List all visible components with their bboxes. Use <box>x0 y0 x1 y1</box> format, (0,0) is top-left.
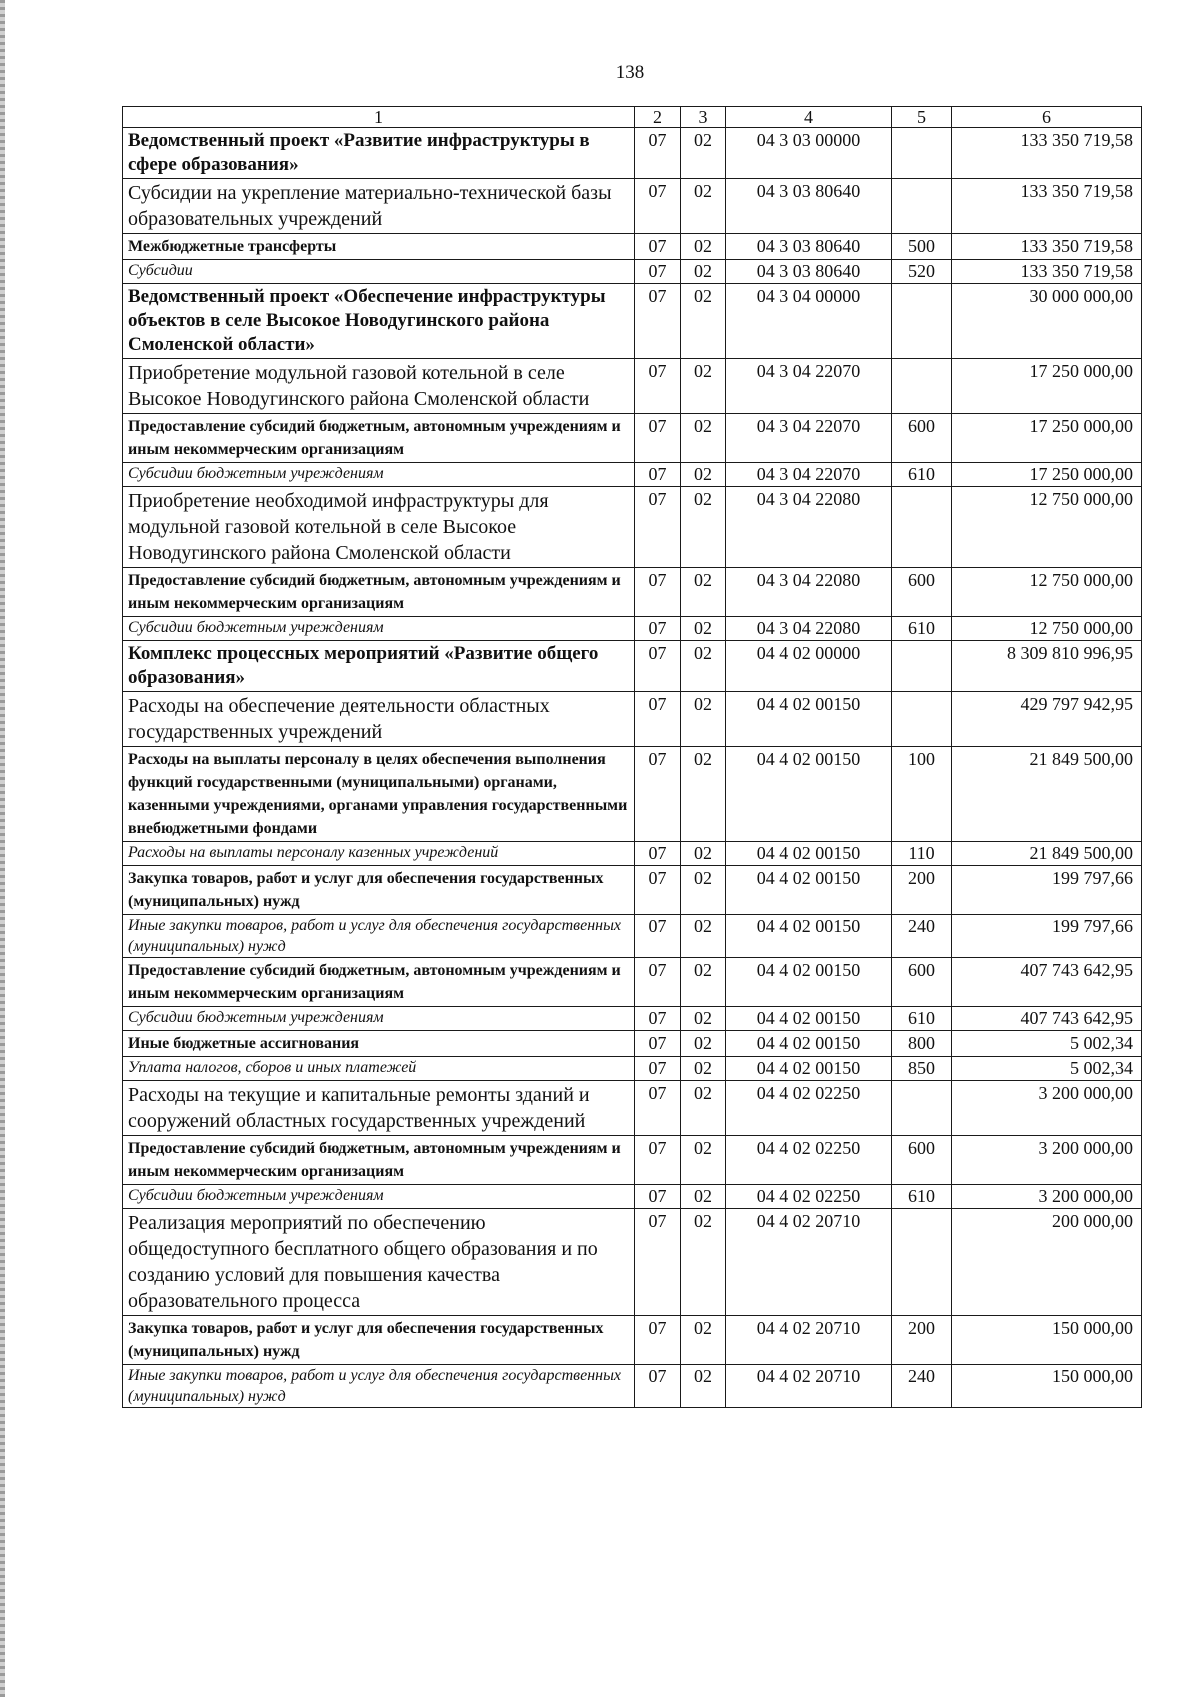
expense-name-cell: Расходы на выплаты персоналу в целях обеспечения выполнения функций государственными (муниципальными) органами, казенными учреждениями, органами управления государственными внебюджетными фондами <box>123 747 635 842</box>
target-article-code-cell: 04 3 03 80640 <box>726 179 892 234</box>
target-article-code-cell: 04 3 04 22080 <box>726 617 892 641</box>
subsection-code-cell: 02 <box>681 487 726 568</box>
table-row <box>123 641 1142 692</box>
table-row <box>123 1209 1142 1316</box>
subsection-code-cell: 02 <box>681 1057 726 1081</box>
amount-cell: 3 200 000,00 <box>952 1136 1142 1185</box>
amount-cell: 8 309 810 996,95 <box>952 641 1142 692</box>
target-article-code-cell: 04 3 04 22070 <box>726 414 892 463</box>
expense-name-cell: Предоставление субсидий бюджетным, автономным учреждениям и иным некоммерческим организациям <box>123 414 635 463</box>
expense-type-code-cell: 610 <box>892 617 952 641</box>
section-code-cell: 07 <box>635 1316 681 1365</box>
section-code-cell: 07 <box>635 1057 681 1081</box>
subsection-code-cell: 02 <box>681 1007 726 1031</box>
expense-name-cell: Комплекс процессных мероприятий «Развитие общего образования» <box>123 641 635 692</box>
table-row <box>123 260 1142 284</box>
amount-cell: 133 350 719,58 <box>952 234 1142 260</box>
amount-cell: 407 743 642,95 <box>952 958 1142 1007</box>
amount-cell: 17 250 000,00 <box>952 463 1142 487</box>
section-code-cell: 07 <box>635 463 681 487</box>
table-row <box>123 463 1142 487</box>
column-header-4: 4 <box>726 107 892 128</box>
section-code-cell: 07 <box>635 179 681 234</box>
target-article-code-cell: 04 4 02 00150 <box>726 866 892 915</box>
section-code-cell: 07 <box>635 1365 681 1408</box>
expense-type-code-cell: 600 <box>892 1136 952 1185</box>
section-code-cell: 07 <box>635 842 681 866</box>
subsection-code-cell: 02 <box>681 641 726 692</box>
expense-type-code-cell: 610 <box>892 1007 952 1031</box>
table-row <box>123 747 1142 842</box>
target-article-code-cell: 04 3 03 80640 <box>726 260 892 284</box>
subsection-code-cell: 02 <box>681 260 726 284</box>
expense-name-cell: Ведомственный проект «Развитие инфраструктуры в сфере образования» <box>123 128 635 179</box>
amount-cell: 3 200 000,00 <box>952 1081 1142 1136</box>
section-code-cell: 07 <box>635 692 681 747</box>
expense-name-cell: Межбюджетные трансферты <box>123 234 635 260</box>
amount-cell: 199 797,66 <box>952 915 1142 958</box>
expense-type-code-cell: 850 <box>892 1057 952 1081</box>
subsection-code-cell: 02 <box>681 234 726 260</box>
table-row <box>123 915 1142 958</box>
target-article-code-cell: 04 4 02 00150 <box>726 915 892 958</box>
expense-name-cell: Субсидии бюджетным учреждениям <box>123 1185 635 1209</box>
subsection-code-cell: 02 <box>681 284 726 359</box>
subsection-code-cell: 02 <box>681 1031 726 1057</box>
column-header-6: 6 <box>952 107 1142 128</box>
expense-type-code-cell: 600 <box>892 568 952 617</box>
section-code-cell: 07 <box>635 1136 681 1185</box>
column-header-row <box>123 107 1142 128</box>
expense-name-cell: Приобретение необходимой инфраструктуры для модульной газовой котельной в селе Высокое Новодугинского района Смоленской области <box>123 487 635 568</box>
expense-type-code-cell: 200 <box>892 866 952 915</box>
section-code-cell: 07 <box>635 359 681 414</box>
table-row <box>123 1185 1142 1209</box>
column-header-2: 2 <box>635 107 681 128</box>
table-row <box>123 234 1142 260</box>
expense-type-code-cell: 110 <box>892 842 952 866</box>
subsection-code-cell: 02 <box>681 1209 726 1316</box>
amount-cell: 133 350 719,58 <box>952 260 1142 284</box>
target-article-code-cell: 04 4 02 02250 <box>726 1185 892 1209</box>
subsection-code-cell: 02 <box>681 747 726 842</box>
amount-cell: 5 002,34 <box>952 1057 1142 1081</box>
expense-name-cell: Субсидии на укрепление материально-технической базы образовательных учреждений <box>123 179 635 234</box>
section-code-cell: 07 <box>635 1031 681 1057</box>
expense-type-code-cell <box>892 641 952 692</box>
subsection-code-cell: 02 <box>681 692 726 747</box>
amount-cell: 3 200 000,00 <box>952 1185 1142 1209</box>
expense-name-cell: Субсидии бюджетным учреждениям <box>123 463 635 487</box>
expense-name-cell: Расходы на выплаты персоналу казенных учреждений <box>123 842 635 866</box>
section-code-cell: 07 <box>635 260 681 284</box>
section-code-cell: 07 <box>635 568 681 617</box>
amount-cell: 429 797 942,95 <box>952 692 1142 747</box>
table-row <box>123 1081 1142 1136</box>
expense-name-cell: Реализация мероприятий по обеспечению общедоступного бесплатного общего образования и по созданию условий для повышения качества образовательного процесса <box>123 1209 635 1316</box>
expense-type-code-cell: 200 <box>892 1316 952 1365</box>
target-article-code-cell: 04 4 02 20710 <box>726 1209 892 1316</box>
subsection-code-cell: 02 <box>681 463 726 487</box>
column-header-3: 3 <box>681 107 726 128</box>
expense-type-code-cell <box>892 284 952 359</box>
expense-type-code-cell <box>892 179 952 234</box>
section-code-cell: 07 <box>635 1081 681 1136</box>
expense-type-code-cell: 520 <box>892 260 952 284</box>
expense-type-code-cell <box>892 128 952 179</box>
expense-name-cell: Предоставление субсидий бюджетным, автономным учреждениям и иным некоммерческим организациям <box>123 958 635 1007</box>
amount-cell: 21 849 500,00 <box>952 747 1142 842</box>
budget-table <box>122 106 1142 1408</box>
section-code-cell: 07 <box>635 866 681 915</box>
table-row <box>123 568 1142 617</box>
target-article-code-cell: 04 4 02 00150 <box>726 842 892 866</box>
target-article-code-cell: 04 4 02 00150 <box>726 1007 892 1031</box>
expense-name-cell: Приобретение модульной газовой котельной в селе Высокое Новодугинского района Смоленской области <box>123 359 635 414</box>
table-row <box>123 414 1142 463</box>
table-row <box>123 1316 1142 1365</box>
expense-type-code-cell: 600 <box>892 414 952 463</box>
expense-name-cell: Иные бюджетные ассигнования <box>123 1031 635 1057</box>
expense-name-cell: Расходы на текущие и капитальные ремонты зданий и сооружений областных государственных учреждений <box>123 1081 635 1136</box>
expense-name-cell: Расходы на обеспечение деятельности областных государственных учреждений <box>123 692 635 747</box>
scan-edge <box>0 0 5 1697</box>
table-row <box>123 1365 1142 1408</box>
section-code-cell: 07 <box>635 414 681 463</box>
table-row <box>123 487 1142 568</box>
expense-type-code-cell: 500 <box>892 234 952 260</box>
target-article-code-cell: 04 4 02 00150 <box>726 747 892 842</box>
section-code-cell: 07 <box>635 617 681 641</box>
subsection-code-cell: 02 <box>681 1365 726 1408</box>
target-article-code-cell: 04 3 04 22080 <box>726 487 892 568</box>
amount-cell: 30 000 000,00 <box>952 284 1142 359</box>
amount-cell: 12 750 000,00 <box>952 487 1142 568</box>
expense-type-code-cell: 600 <box>892 958 952 1007</box>
section-code-cell: 07 <box>635 128 681 179</box>
target-article-code-cell: 04 3 03 00000 <box>726 128 892 179</box>
table-row <box>123 359 1142 414</box>
amount-cell: 17 250 000,00 <box>952 359 1142 414</box>
expense-name-cell: Субсидии бюджетным учреждениям <box>123 617 635 641</box>
section-code-cell: 07 <box>635 1209 681 1316</box>
expense-type-code-cell: 610 <box>892 463 952 487</box>
budget-table-body <box>123 107 1142 1408</box>
amount-cell: 5 002,34 <box>952 1031 1142 1057</box>
table-row <box>123 1136 1142 1185</box>
table-row <box>123 692 1142 747</box>
table-row <box>123 617 1142 641</box>
expense-name-cell: Иные закупки товаров, работ и услуг для обеспечения государственных (муниципальных) нужд <box>123 1365 635 1408</box>
target-article-code-cell: 04 4 02 00150 <box>726 958 892 1007</box>
section-code-cell: 07 <box>635 1007 681 1031</box>
table-row <box>123 284 1142 359</box>
expense-type-code-cell: 240 <box>892 915 952 958</box>
expense-name-cell: Ведомственный проект «Обеспечение инфраструктуры объектов в селе Высокое Новодугинского района Смоленской области» <box>123 284 635 359</box>
expense-type-code-cell <box>892 1209 952 1316</box>
table-row <box>123 128 1142 179</box>
table-row <box>123 179 1142 234</box>
subsection-code-cell: 02 <box>681 958 726 1007</box>
subsection-code-cell: 02 <box>681 1081 726 1136</box>
subsection-code-cell: 02 <box>681 568 726 617</box>
column-header-1: 1 <box>123 107 635 128</box>
table-row <box>123 866 1142 915</box>
amount-cell: 150 000,00 <box>952 1316 1142 1365</box>
subsection-code-cell: 02 <box>681 915 726 958</box>
target-article-code-cell: 04 3 03 80640 <box>726 234 892 260</box>
table-row <box>123 1007 1142 1031</box>
subsection-code-cell: 02 <box>681 1136 726 1185</box>
amount-cell: 12 750 000,00 <box>952 568 1142 617</box>
expense-type-code-cell <box>892 1081 952 1136</box>
page-number: 138 <box>615 62 645 83</box>
expense-name-cell: Предоставление субсидий бюджетным, автономным учреждениям и иным некоммерческим организациям <box>123 1136 635 1185</box>
amount-cell: 150 000,00 <box>952 1365 1142 1408</box>
amount-cell: 17 250 000,00 <box>952 414 1142 463</box>
section-code-cell: 07 <box>635 284 681 359</box>
expense-name-cell: Субсидии бюджетным учреждениям <box>123 1007 635 1031</box>
subsection-code-cell: 02 <box>681 128 726 179</box>
expense-type-code-cell <box>892 692 952 747</box>
section-code-cell: 07 <box>635 958 681 1007</box>
amount-cell: 12 750 000,00 <box>952 617 1142 641</box>
subsection-code-cell: 02 <box>681 617 726 641</box>
amount-cell: 133 350 719,58 <box>952 179 1142 234</box>
subsection-code-cell: 02 <box>681 414 726 463</box>
target-article-code-cell: 04 3 04 00000 <box>726 284 892 359</box>
expense-type-code-cell <box>892 487 952 568</box>
subsection-code-cell: 02 <box>681 179 726 234</box>
target-article-code-cell: 04 4 02 00000 <box>726 641 892 692</box>
expense-name-cell: Закупка товаров, работ и услуг для обеспечения государственных (муниципальных) нужд <box>123 1316 635 1365</box>
section-code-cell: 07 <box>635 747 681 842</box>
target-article-code-cell: 04 4 02 00150 <box>726 692 892 747</box>
target-article-code-cell: 04 4 02 02250 <box>726 1081 892 1136</box>
amount-cell: 199 797,66 <box>952 866 1142 915</box>
amount-cell: 200 000,00 <box>952 1209 1142 1316</box>
subsection-code-cell: 02 <box>681 359 726 414</box>
expense-type-code-cell: 800 <box>892 1031 952 1057</box>
expense-name-cell: Субсидии <box>123 260 635 284</box>
target-article-code-cell: 04 4 02 20710 <box>726 1316 892 1365</box>
amount-cell: 407 743 642,95 <box>952 1007 1142 1031</box>
table-row <box>123 1031 1142 1057</box>
expense-type-code-cell: 240 <box>892 1365 952 1408</box>
target-article-code-cell: 04 4 02 00150 <box>726 1057 892 1081</box>
expense-type-code-cell <box>892 359 952 414</box>
table-row <box>123 842 1142 866</box>
subsection-code-cell: 02 <box>681 842 726 866</box>
subsection-code-cell: 02 <box>681 866 726 915</box>
subsection-code-cell: 02 <box>681 1316 726 1365</box>
target-article-code-cell: 04 3 04 22070 <box>726 463 892 487</box>
section-code-cell: 07 <box>635 234 681 260</box>
expense-name-cell: Предоставление субсидий бюджетным, автономным учреждениям и иным некоммерческим организациям <box>123 568 635 617</box>
subsection-code-cell: 02 <box>681 1185 726 1209</box>
target-article-code-cell: 04 4 02 00150 <box>726 1031 892 1057</box>
amount-cell: 133 350 719,58 <box>952 128 1142 179</box>
target-article-code-cell: 04 4 02 20710 <box>726 1365 892 1408</box>
section-code-cell: 07 <box>635 1185 681 1209</box>
target-article-code-cell: 04 3 04 22080 <box>726 568 892 617</box>
expense-name-cell: Закупка товаров, работ и услуг для обеспечения государственных (муниципальных) нужд <box>123 866 635 915</box>
target-article-code-cell: 04 3 04 22070 <box>726 359 892 414</box>
expense-type-code-cell: 100 <box>892 747 952 842</box>
amount-cell: 21 849 500,00 <box>952 842 1142 866</box>
expense-name-cell: Иные закупки товаров, работ и услуг для обеспечения государственных (муниципальных) нужд <box>123 915 635 958</box>
expense-type-code-cell: 610 <box>892 1185 952 1209</box>
section-code-cell: 07 <box>635 915 681 958</box>
section-code-cell: 07 <box>635 641 681 692</box>
table-row <box>123 958 1142 1007</box>
column-header-5: 5 <box>892 107 952 128</box>
section-code-cell: 07 <box>635 487 681 568</box>
table-row <box>123 1057 1142 1081</box>
target-article-code-cell: 04 4 02 02250 <box>726 1136 892 1185</box>
expense-name-cell: Уплата налогов, сборов и иных платежей <box>123 1057 635 1081</box>
